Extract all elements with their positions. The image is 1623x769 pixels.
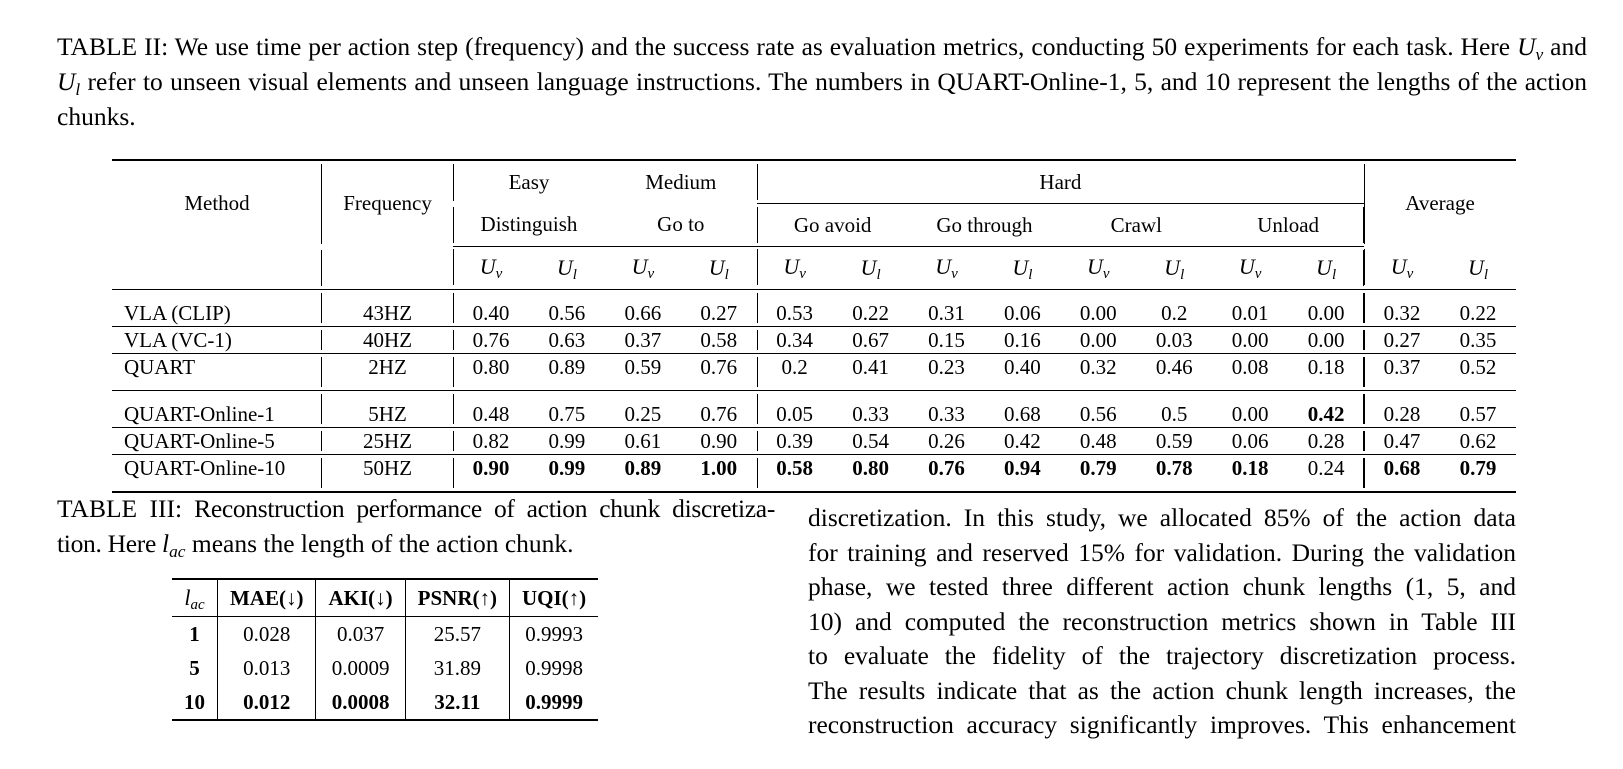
table-row	[112, 428, 1516, 455]
table2	[112, 159, 1516, 493]
body-paragraph	[808, 501, 1516, 743]
paragraph-line: phase, we tested three different action chunk lengths (1, 5, and	[808, 572, 1516, 601]
ul-symbol-cell: $U_l$	[708, 255, 729, 284]
score-cell: 0.27	[681, 290, 757, 327]
table2-caption-and: and	[1543, 32, 1587, 61]
score-cell: 1.00	[681, 455, 757, 493]
table2-caption	[57, 29, 1587, 134]
paragraph-line: discretization. In this study, we allocated 85% of the action data	[808, 503, 1516, 532]
score-cell: 0.03	[1136, 327, 1212, 354]
score-cell: 0.89	[529, 354, 605, 391]
score-cell: 0.33	[833, 391, 909, 428]
frequency-cell: 50HZ	[322, 455, 453, 493]
score-cell: 0.58	[681, 327, 757, 354]
metric-cell: 32.11	[405, 685, 509, 720]
score-cell: 0.40	[984, 354, 1060, 391]
table2-header-row-1	[112, 160, 1516, 204]
uv-symbol-cell: $U_v$	[757, 246, 833, 289]
score-cell: 0.2	[1136, 290, 1212, 327]
score-cell: 0.82	[453, 428, 529, 455]
table2-symbol-row	[112, 247, 1516, 290]
score-cell: 0.53	[757, 290, 833, 327]
score-cell: 0.63	[529, 327, 605, 354]
score-cell: 0.34	[757, 327, 833, 354]
score-cell: 0.32	[1060, 354, 1136, 391]
score-cell: 0.59	[605, 354, 681, 391]
table-row	[112, 354, 1516, 391]
metric-cell: 0.9993	[509, 617, 598, 652]
score-cell: 0.56	[529, 290, 605, 327]
metric-cell: 0.9999	[509, 685, 598, 720]
table3-caption	[57, 491, 775, 561]
score-cell: 0.76	[453, 327, 529, 354]
uqi-header: UQI(↑)	[509, 579, 598, 617]
ul-symbol: $U_l$	[57, 67, 81, 99]
score-cell: 0.76	[681, 354, 757, 391]
score-cell: 0.80	[453, 354, 529, 391]
score-cell: 0.01	[1212, 290, 1288, 327]
ul-symbol-cell: $U_l$	[1467, 254, 1489, 283]
score-cell: 0.59	[1136, 428, 1212, 455]
blank-cell	[112, 247, 322, 290]
score-cell: 0.08	[1212, 354, 1288, 391]
method-cell: QUART-Online-5	[112, 428, 322, 455]
uv-symbol-cell: $U_v$	[631, 254, 655, 283]
mae-header: MAE(↓)	[218, 579, 316, 617]
score-cell: 0.37	[605, 327, 681, 354]
task-go-to: Go to	[605, 204, 757, 247]
table-row	[112, 327, 1516, 354]
score-cell: 0.90	[681, 428, 757, 455]
score-cell: 0.15	[909, 327, 985, 354]
table3-caption-prefix: TABLE III:	[57, 494, 183, 523]
method-cell: VLA (CLIP)	[112, 290, 322, 327]
average-cell: 0.37	[1364, 354, 1440, 391]
table3-header-row	[172, 579, 598, 617]
score-cell: 0.26	[909, 428, 985, 455]
task-go-through: Go through	[909, 204, 1061, 247]
metric-cell: 0.037	[316, 617, 405, 652]
score-cell: 0.90	[453, 455, 529, 493]
method-header: Method	[112, 160, 322, 247]
metric-cell: 0.0009	[316, 651, 405, 685]
average-cell: 0.35	[1440, 327, 1516, 354]
metric-cell: 25.57	[405, 617, 509, 652]
table-row	[172, 617, 598, 652]
average-cell: 0.68	[1364, 455, 1440, 493]
metric-cell: 0.012	[218, 685, 316, 720]
task-go-avoid: Go avoid	[757, 204, 909, 247]
paragraph-line: for training and reserved 15% for validation. During the validation	[808, 537, 1516, 567]
score-cell: 0.00	[1060, 290, 1136, 327]
frequency-cell: 43HZ	[322, 290, 453, 327]
blank-cell	[322, 247, 453, 290]
ul-symbol-cell: $U_l$	[1164, 255, 1185, 284]
table-row	[112, 455, 1516, 493]
frequency-header: Frequency	[322, 160, 453, 247]
lac-header: $l_{ac}$	[172, 579, 218, 617]
easy-header: Easy	[453, 160, 605, 204]
ul-symbol-cell: $U_l$	[1288, 247, 1364, 290]
score-cell: 0.18	[1212, 455, 1288, 493]
score-cell: 0.00	[1288, 290, 1364, 327]
score-cell: 0.99	[529, 455, 605, 493]
score-cell: 0.76	[909, 455, 985, 493]
metric-cell: 31.89	[405, 651, 509, 685]
paragraph-line: to evaluate the fidelity of the trajectory discretization process.	[808, 641, 1516, 670]
metric-cell: 0.0008	[316, 685, 405, 720]
average-cell: 0.22	[1440, 290, 1516, 327]
uv-symbol-cell: $U_v$	[1087, 254, 1110, 283]
score-cell: 0.00	[1212, 327, 1288, 354]
score-cell: 0.40	[453, 290, 529, 327]
score-cell: 0.00	[1212, 391, 1288, 428]
score-cell: 0.78	[1136, 455, 1212, 493]
psnr-header: PSNR(↑)	[405, 579, 509, 617]
score-cell: 0.06	[984, 290, 1060, 327]
metric-cell: 0.9998	[509, 651, 598, 685]
score-cell: 0.89	[605, 455, 681, 493]
score-cell: 0.24	[1288, 455, 1364, 493]
ul-symbol-cell: $U_l$	[860, 255, 881, 284]
score-cell: 0.05	[757, 391, 833, 428]
task-distinguish: Distinguish	[453, 204, 605, 247]
score-cell: 0.58	[757, 455, 833, 493]
score-cell: 0.79	[1060, 455, 1136, 493]
score-cell: 0.28	[1288, 428, 1364, 455]
lac-cell: 1	[189, 621, 200, 646]
score-cell: 0.66	[605, 290, 681, 327]
table-row	[112, 391, 1516, 428]
aki-header: AKI(↓)	[316, 579, 405, 617]
average-cell: 0.57	[1440, 391, 1516, 428]
lac-cell: 10	[172, 685, 218, 720]
table2-caption-prefix: TABLE II:	[57, 32, 169, 61]
score-cell: 0.56	[1060, 391, 1136, 428]
score-cell: 0.42	[984, 428, 1060, 455]
score-cell: 0.00	[1060, 327, 1136, 354]
average-cell: 0.62	[1440, 428, 1516, 455]
table2-caption-text-1: We use time per action step (frequency) and the success rate as evaluation metrics, conducting 50 experiments for each task. Here	[168, 32, 1518, 61]
average-cell: 0.32	[1364, 290, 1440, 327]
table-row	[172, 651, 598, 685]
paragraph-line: The results indicate that as the action chunk length increases, the	[808, 675, 1516, 705]
table3-caption-text-1: Reconstruction performance of action chunk discretiza-tion. Here	[57, 494, 776, 558]
average-cell: 0.79	[1440, 455, 1516, 493]
score-cell: 0.2	[757, 354, 833, 391]
score-cell: 0.39	[757, 428, 833, 455]
method-cell: QUART	[112, 354, 322, 391]
table-row	[172, 685, 598, 720]
uv-symbol-cell: $U_v$	[1238, 254, 1262, 283]
score-cell: 0.48	[453, 391, 529, 428]
table3	[172, 578, 598, 721]
metric-cell: 0.013	[218, 651, 316, 685]
score-cell: 0.18	[1288, 354, 1364, 391]
score-cell: 0.42	[1288, 391, 1364, 428]
score-cell: 0.00	[1288, 327, 1364, 354]
score-cell: 0.31	[909, 290, 985, 327]
score-cell: 0.22	[833, 290, 909, 327]
frequency-cell: 5HZ	[322, 391, 453, 428]
uv-symbol-cell: $U_v$	[1364, 246, 1440, 289]
score-cell: 0.48	[1060, 428, 1136, 455]
uv-symbol-cell: $U_v$	[453, 246, 529, 289]
score-cell: 0.94	[984, 455, 1060, 493]
task-unload: Unload	[1212, 204, 1364, 247]
paragraph-line: 10) and computed the reconstruction metrics shown in Table III	[808, 606, 1516, 636]
average-cell: 0.28	[1364, 391, 1440, 428]
lac-cell: 5	[189, 655, 200, 680]
score-cell: 0.54	[833, 428, 909, 455]
average-header: Average	[1364, 160, 1516, 247]
frequency-cell: 25HZ	[322, 428, 453, 455]
score-cell: 0.75	[529, 391, 605, 428]
ul-symbol-cell: $U_l$	[556, 255, 577, 284]
metric-cell: 0.028	[218, 617, 316, 652]
frequency-cell: 2HZ	[322, 354, 453, 391]
score-cell: 0.33	[909, 391, 985, 428]
average-cell: 0.47	[1364, 428, 1440, 455]
ul-symbol-cell: $U_l$	[1012, 255, 1033, 284]
uv-symbol: $U_v$	[1517, 32, 1544, 64]
score-cell: 0.67	[833, 327, 909, 354]
hard-header: Hard	[757, 160, 1364, 204]
task-crawl: Crawl	[1060, 204, 1212, 247]
score-cell: 0.76	[681, 391, 757, 428]
score-cell: 0.41	[833, 354, 909, 391]
lac-symbol: $l_{ac}$	[162, 529, 186, 561]
score-cell: 0.25	[605, 391, 681, 428]
table2-caption-text-2: refer to unseen visual elements and unseen language instructions. The numbers in QUART-Online-1, 5, and 10 represent the lengths of the action chunks.	[57, 67, 1587, 131]
score-cell: 0.16	[984, 327, 1060, 354]
score-cell: 0.46	[1136, 354, 1212, 391]
paragraph-line: reconstruction accuracy significantly improves. This enhancement	[808, 710, 1516, 739]
score-cell: 0.99	[529, 428, 605, 455]
method-cell: VLA (VC-1)	[112, 327, 322, 354]
score-cell: 0.68	[984, 391, 1060, 428]
table-row	[112, 290, 1516, 327]
average-cell: 0.52	[1440, 354, 1516, 391]
method-cell: QUART-Online-10	[112, 455, 322, 493]
score-cell: 0.5	[1136, 391, 1212, 428]
medium-header: Medium	[605, 160, 757, 204]
score-cell: 0.61	[605, 428, 681, 455]
score-cell: 0.06	[1212, 428, 1288, 455]
table3-caption-text-2: means the length of the action chunk.	[185, 529, 574, 558]
score-cell: 0.80	[833, 455, 909, 493]
method-cell: QUART-Online-1	[112, 391, 322, 428]
uv-symbol-cell: $U_v$	[935, 254, 958, 283]
average-cell: 0.27	[1364, 327, 1440, 354]
score-cell: 0.23	[909, 354, 985, 391]
frequency-cell: 40HZ	[322, 327, 453, 354]
